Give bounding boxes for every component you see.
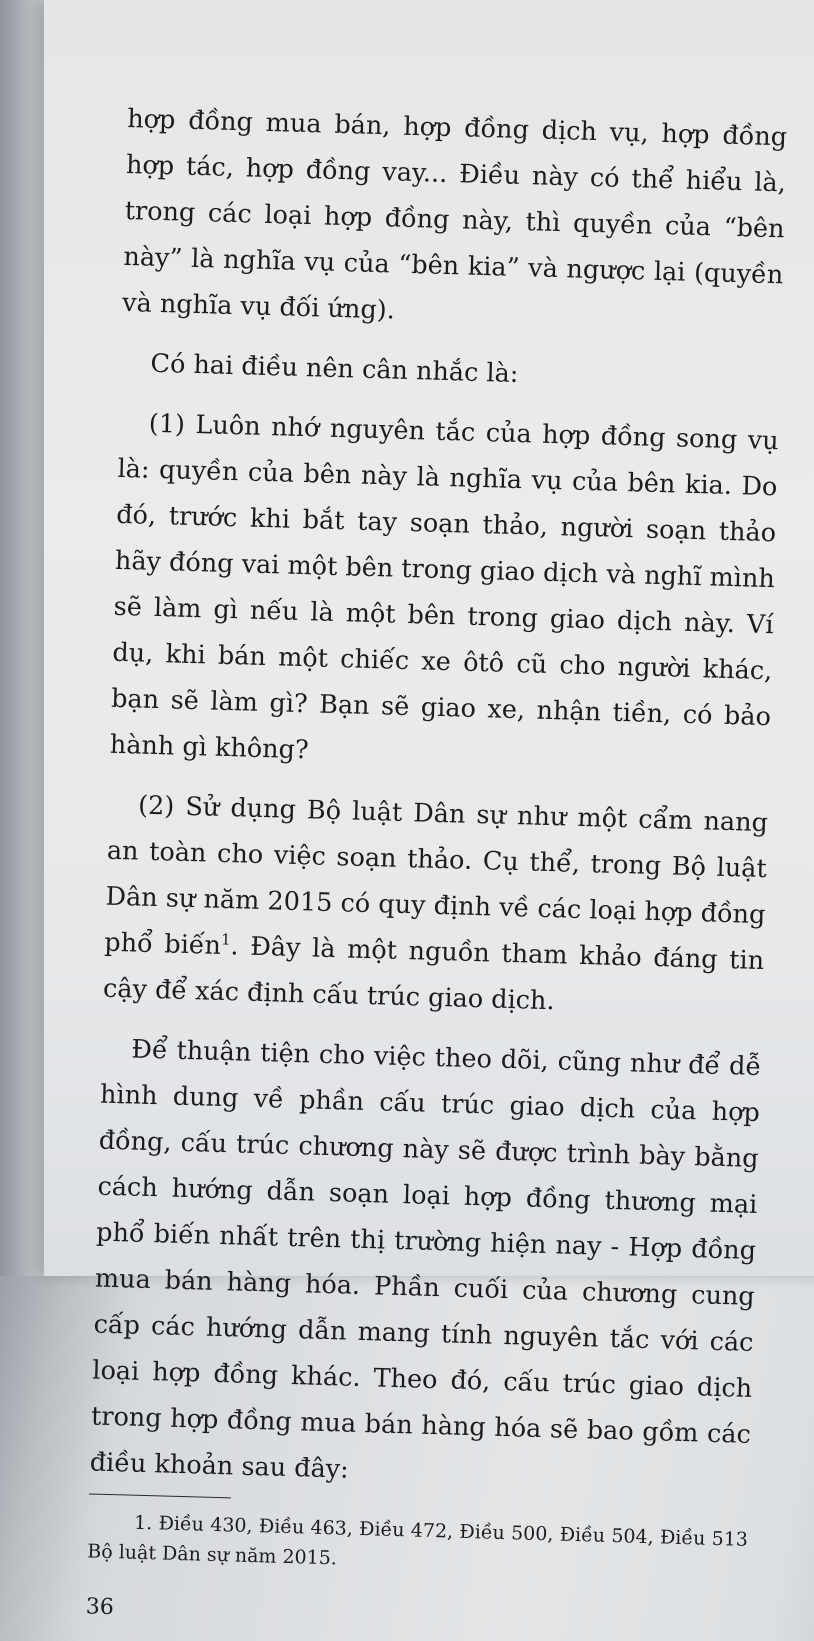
paragraph-4 bbox=[102, 782, 768, 1030]
footnote-divider bbox=[89, 1493, 231, 1498]
footnote: 1. Điều 430, Điều 463, Điều 472, Điều 500, Điều 504, Điều 513 Bộ luật Dân sự năm 2015. bbox=[87, 1511, 749, 1570]
paragraph-2: Có hai điều nên cân nhắc là: bbox=[150, 348, 519, 390]
paragraph-4-tail: . Đây là một nguồn tham khảo đáng tin cậy để xác định cấu trúc giao dịch. bbox=[102, 931, 765, 1017]
page-text bbox=[85, 96, 787, 1641]
footnote-reference: 1 bbox=[220, 930, 231, 949]
page-number: 36 bbox=[85, 1594, 115, 1621]
paragraph-4-text: (2) Sử dụng Bộ luật Dân sự như một cẩm nang an toàn cho việc soạn thảo. Cụ thể, trong Bộ luật Dân sự năm 2015 có quy định về các loại hợp đồng phổ biến bbox=[103, 790, 769, 961]
paragraph-3: (1) Luôn nhớ nguyên tắc của hợp đồng song vụ là: quyền của bên này là nghĩa vụ của bên kia. Do đó, trước khi bắt tay soạn thảo, người soạn thảo hãy đóng vai một bên trong giao dịch và nghĩ mình sẽ làm gì nếu là một bên trong giao dịch này. Ví dụ, khi bán một chiếc xe ôtô cũ cho người khác, bạn sẽ làm gì? Bạn sẽ giao xe, nhận tiền, có bảo hành gì không? bbox=[109, 408, 780, 766]
paragraph-1: hợp đồng mua bán, hợp đồng dịch vụ, hợp đồng hợp tác, hợp đồng vay... Điều này có thể hiểu là, trong các loại hợp đồng này, thì quyền của “bên này” là nghĩa vụ của “bên kia” và ngược lại (quyền và nghĩa vụ đối ứng). bbox=[121, 103, 788, 326]
paragraph-5: Để thuận tiện cho việc theo dõi, cũng như để dễ hình dung về phần cấu trúc giao dịch của hợp đồng, cấu trúc chương này sẽ được trình bày bằng cách hướng dẫn soạn loại hợp đồng thương mại phổ biến nhất trên thị trường hiện nay - Hợp đồng mua bán hàng hóa. Phần cuối của chương cung cấp các hướng dẫn mang tính nguyên tắc với các loại hợp đồng khác. Theo đó, cấu trúc giao dịch trong hợp đồng mua bán hàng hóa sẽ bao gồm các điều khoản sau đây: bbox=[89, 1034, 762, 1485]
